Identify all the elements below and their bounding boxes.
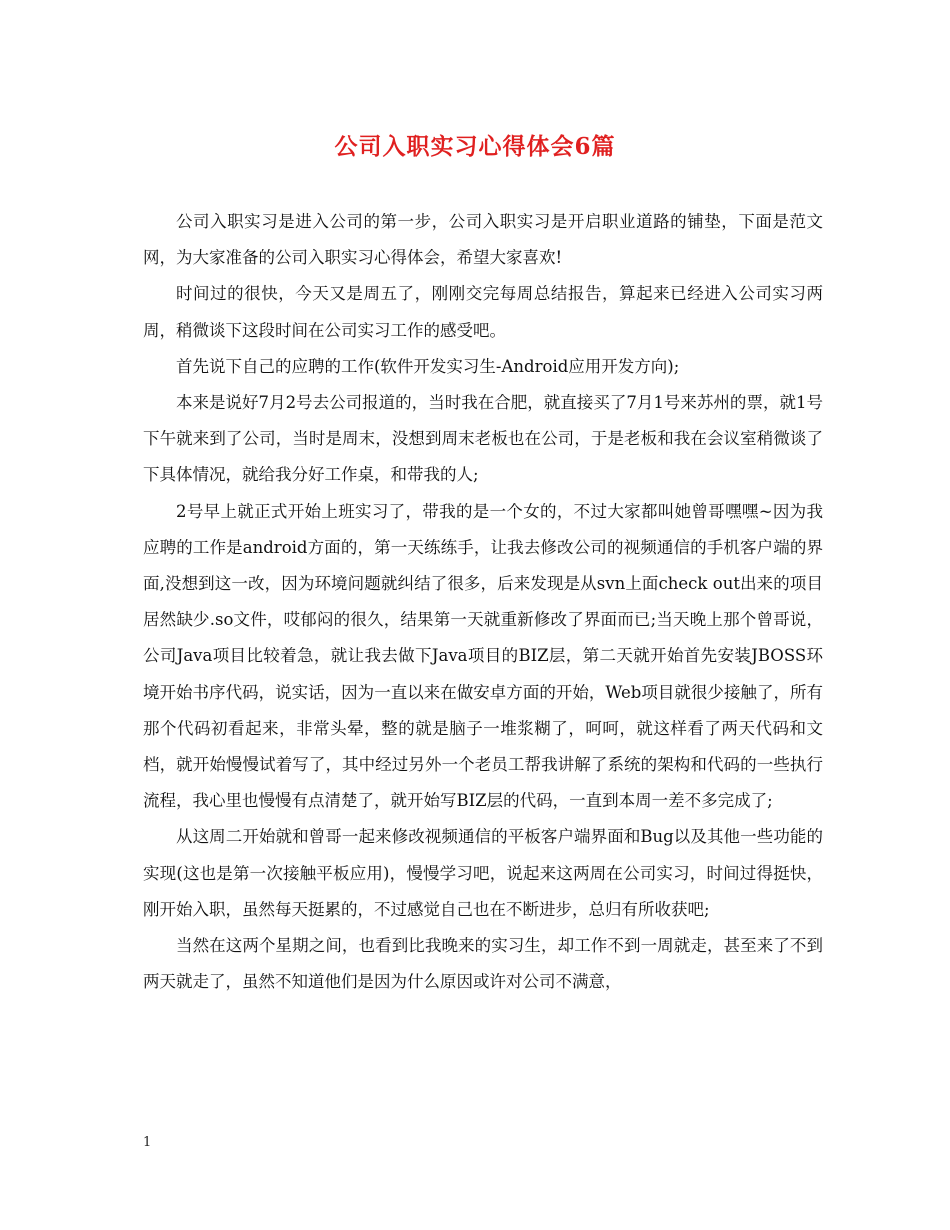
document-body	[143, 204, 823, 1000]
page-number: 1	[143, 1135, 152, 1150]
paragraph-arrival: 本来是说好7月2号去公司报道的，当时我在合肥，就直接买了7月1号来苏州的票，就1号下午就来到了公司，当时是周末，没想到周末老板也在公司，于是老板和我在会议室稍微谈了下具体情况，就给我分好工作桌，和带我的人;	[143, 393, 823, 485]
document-title: 公司入职实习心得体会6篇	[334, 133, 616, 160]
paragraph-job: 首先说下自己的应聘的工作(软件开发实习生-Android应用开发方向);	[176, 356, 680, 376]
paragraph-first-days: 2号早上就正式开始上班实习了，带我的是一个女的，不过大家都叫她曾哥嘿嘿~因为我应聘的工作是android方面的，第一天练练手，让我去修改公司的视频通信的手机客户端的界面,没想到这一改，因为环境问题就纠结了很多，后来发现是从svn上面check out出来的项目居然缺少.so文件，哎郁闷的很久，结果第一天就重新修改了界面而已;当天晚上那个曾哥说，公司Java项目比较着急，就让我去做下Java项目的BIZ层，第二天就开始首先安装JBOSS环境开始书序代码，说实话，因为一直以来在做安卓方面的开始，Web项目就很少接触了，所有那个代码初看起来，非常头晕，整的就是脑子一堆浆糊了，呵呵，就这样看了两天代码和文档，就开始慢慢试着写了，其中经过另外一个老员工帮我讲解了系统的架构和代码的一些执行流程，我心里也慢慢有点清楚了，就开始写BIZ层的代码，一直到本周一差不多完成了;	[143, 501, 823, 811]
paragraph-intro: 公司入职实习是进入公司的第一步，公司入职实习是开启职业道路的铺垫，下面是范文网，为大家准备的公司入职实习心得体会，希望大家喜欢!	[143, 212, 823, 268]
paragraph-time: 时间过的很快，今天又是周五了，刚刚交完每周总结报告，算起来已经进入公司实习两周，稍微谈下这段时间在公司实习工作的感受吧。	[143, 284, 823, 340]
paragraph-other-interns: 当然在这两个星期之间，也看到比我晚来的实习生，却工作不到一周就走，甚至来了不到两天就走了，虽然不知道他们是因为什么原因或许对公司不满意，	[143, 936, 823, 992]
paragraph-tablet-work: 从这周二开始就和曾哥一起来修改视频通信的平板客户端界面和Bug以及其他一些功能的实现(这也是第一次接触平板应用)，慢慢学习吧，说起来这两周在公司实习，时间过得挺快，刚开始入职，虽然每天挺累的，不过感觉自己也在不断进步，总归有所收获吧;	[143, 827, 823, 919]
